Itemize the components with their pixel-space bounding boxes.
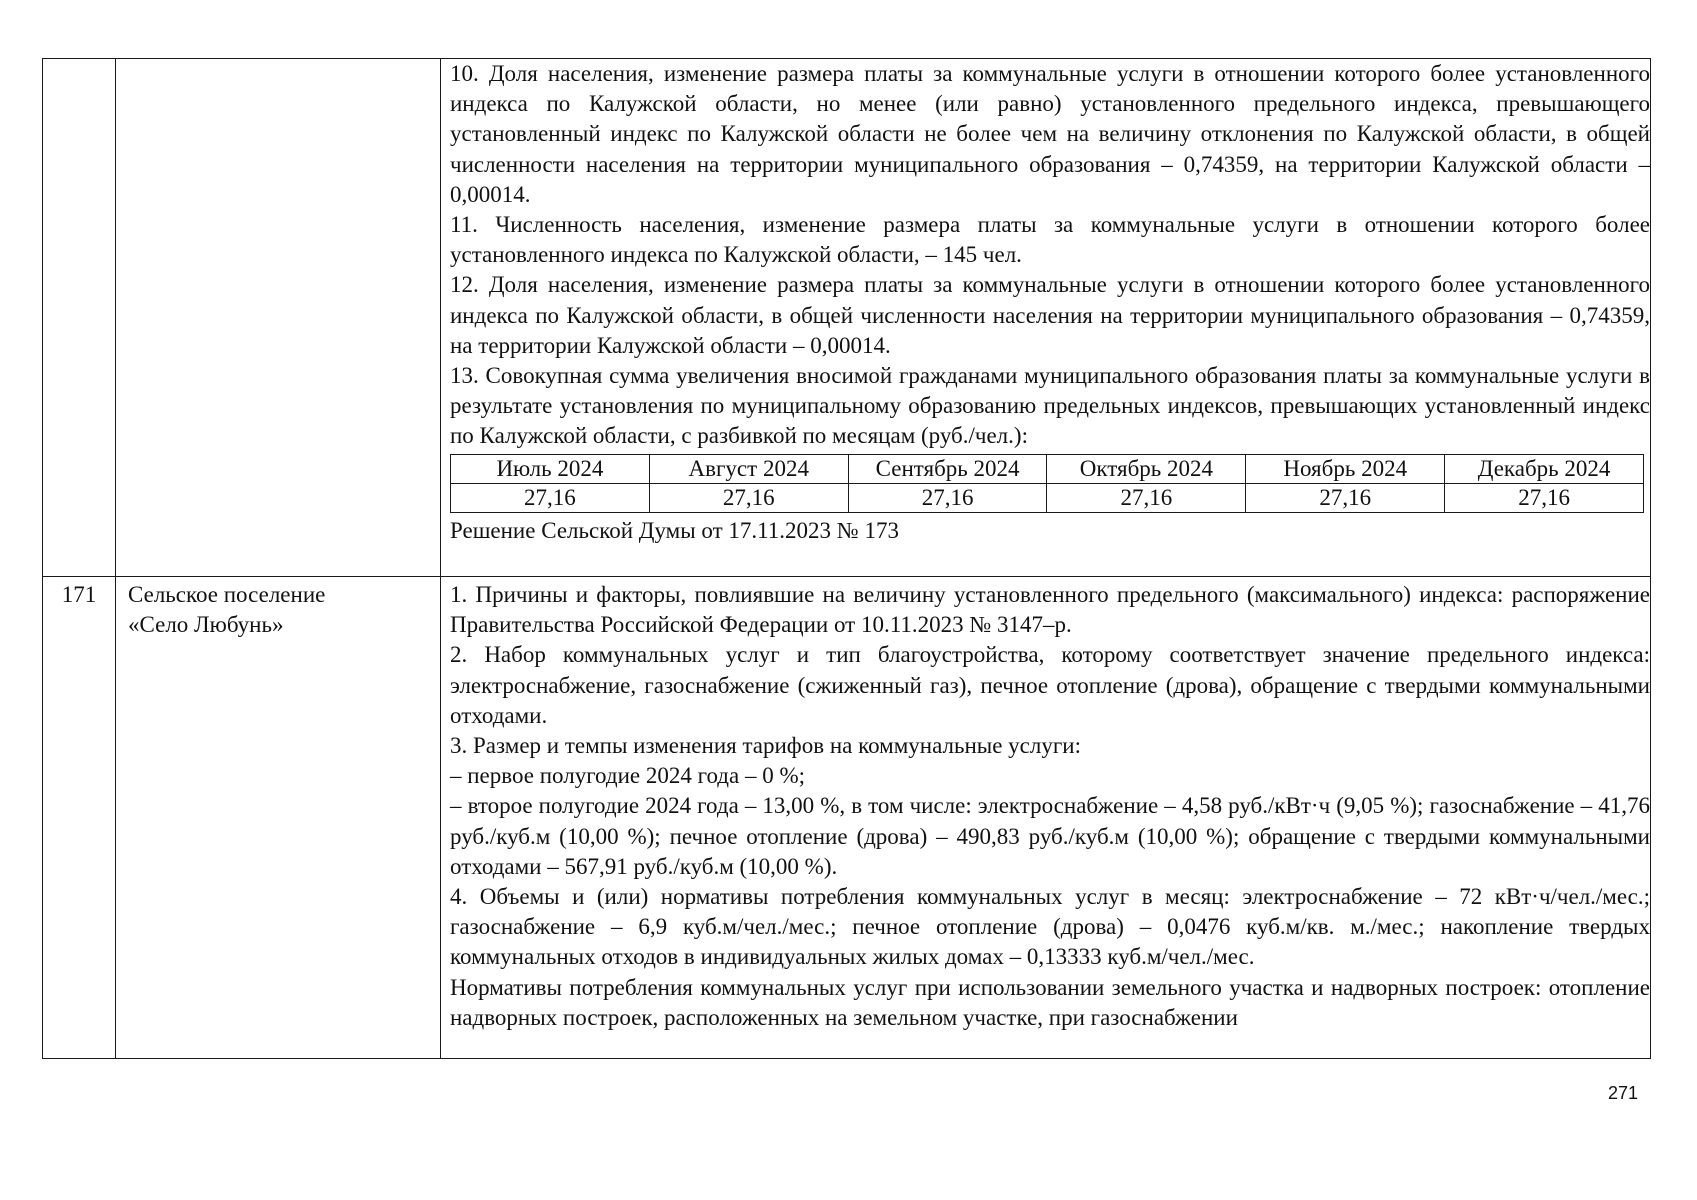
row-number: 171 <box>61 582 97 607</box>
monthly-amount-table <box>450 454 1644 513</box>
paragraph-10: 10. Доля населения, изменение размера платы за коммунальные услуги в отношении которого более установленного индекса по Калужской области, но менее (или равно) установленного предельного индекса, превышающего установленный индекс по Калужской области не более чем на величину отклонения по Калужской области, в общей численности населения на территории муниципального образования – 0,74359, на территории Калужской области – 0,00014. <box>450 61 1650 207</box>
value-cell: 27,16 <box>451 483 650 512</box>
paragraph-3: 3. Размер и темпы изменения тарифов на коммунальные услуги: <box>450 733 1081 759</box>
month-cell: Октябрь 2024 <box>1047 454 1246 483</box>
upper-row-content <box>450 59 1650 546</box>
value-row <box>451 483 1644 512</box>
column-divider <box>115 59 116 1058</box>
paragraph-3a: – первое полугодие 2024 года – 0 %; <box>450 763 806 789</box>
month-cell: Июль 2024 <box>451 454 650 483</box>
paragraph-13: 13. Совокупная сумма увеличения вносимой гражданами муниципального образования платы за коммунальные услуги в результате установления по муниципальному образованию предельных индексов, превышающих установленный индекс по Калужской области, с разбивкой по месяцам (руб./чел.): <box>450 363 1650 449</box>
row-divider <box>43 576 1650 577</box>
decision-line: Решение Сельской Думы от 17.11.2023 № 173 <box>450 517 899 543</box>
paragraph-1: 1. Причины и факторы, повлиявшие на величину установленного предельного (максимального) индекса: распоряжение Правительства Российской Федерации от 10.11.2023 № 3147–р. <box>450 582 1650 638</box>
paragraph-3b: – второе полугодие 2024 года – 13,00 %, в том числе: электроснабжение – 4,58 руб./кВт·ч (9,05 %); газоснабжение – 41,76 руб./куб.м (10,00 %); печное отопление (дрова) – 490,83 руб./куб.м (10,00 %); обращение с твердыми коммунальными отходами – 567,91 руб./куб.м (10,00 %). <box>450 793 1650 879</box>
page-number: 271 <box>1608 1083 1639 1103</box>
value-cell: 27,16 <box>649 483 848 512</box>
paragraph-12: 12. Доля населения, изменение размера платы за коммунальные услуги в отношении которого более установленного индекса по Калужской области, в общей численности населения на территории муниципального образования – 0,74359, на территории Калужской области – 0,00014. <box>450 272 1650 358</box>
paragraph-11: 11. Численность населения, изменение размера платы за коммунальные услуги в отношении которого более установленного индекса по Калужской области, – 145 чел. <box>450 212 1650 268</box>
value-cell: 27,16 <box>848 483 1047 512</box>
paragraph-2: 2. Набор коммунальных услуг и тип благоустройства, которому соответствует значение предельного индекса: электроснабжение, газоснабжение (сжиженный газ), печное отопление (дрова), обращение с твердыми коммунальными отходами. <box>450 642 1650 728</box>
month-cell: Декабрь 2024 <box>1445 454 1644 483</box>
settlement-name <box>128 580 428 640</box>
value-cell: 27,16 <box>1246 483 1445 512</box>
settlement-name-line: Сельское поселение <box>128 582 326 607</box>
value-cell: 27,16 <box>1445 483 1644 512</box>
paragraph-4: 4. Объемы и (или) нормативы потребления коммунальных услуг в месяц: электроснабжение – 72 кВт·ч/чел./мес.; газоснабжение – 6,9 куб.м/чел./мес.; печное отопление (дрова) – 0,0476 куб.м/кв. м./мес.; накопление твердых коммунальных отходов в индивидуальных жилых домах – 0,13333 куб.м/чел./мес. <box>450 884 1650 970</box>
lower-row-content <box>450 580 1650 1033</box>
column-divider <box>440 59 441 1058</box>
value-cell: 27,16 <box>1047 483 1246 512</box>
document-table <box>42 58 1651 1059</box>
month-cell: Август 2024 <box>649 454 848 483</box>
paragraph-5: Нормативы потребления коммунальных услуг при использовании земельного участка и надворных построек: отопление надворных построек, расположенных на земельном участке, при газоснабжении <box>450 974 1650 1030</box>
month-header-row <box>451 454 1644 483</box>
month-cell: Сентябрь 2024 <box>848 454 1047 483</box>
settlement-name-line: «Село Любунь» <box>128 612 284 637</box>
month-cell: Ноябрь 2024 <box>1246 454 1445 483</box>
